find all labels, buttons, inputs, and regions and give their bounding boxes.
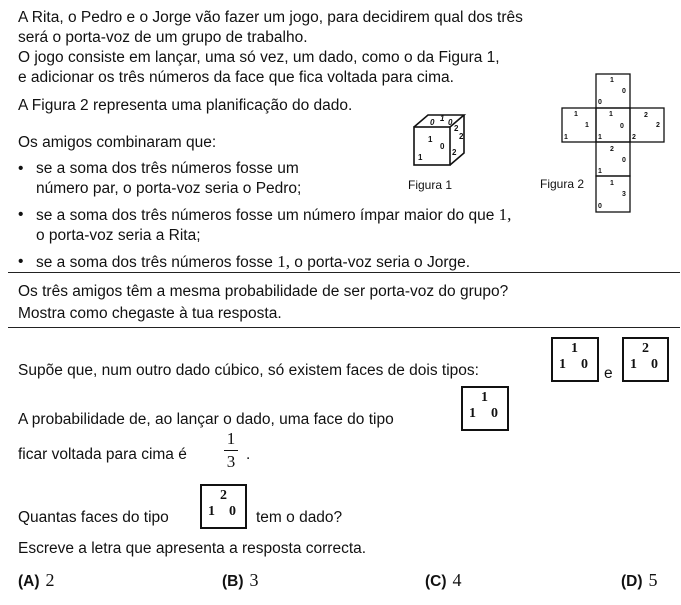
svg-text:1: 1 [598,168,602,175]
face-type-b-icon [200,484,247,529]
question-2-line-1: Supõe que, num outro dado cúbico, só existem faces de dois tipos: [18,362,479,379]
face-b-right: 0 [651,357,658,372]
fraction-one-third [224,429,238,472]
svg-text:0: 0 [448,118,453,127]
option-b-value: 3 [249,570,259,590]
bullet: • [18,253,24,270]
svg-text:2: 2 [454,124,459,133]
bullet: • [18,206,24,223]
svg-text:1: 1 [610,77,614,84]
face-type-a-icon [461,386,509,431]
rule-3-line [36,253,470,272]
question-2-line-4b: tem o dado? [256,509,343,526]
svg-text:0: 0 [598,99,602,106]
rule-1-line-2: número par, o porta-voz seria o Pedro; [36,180,302,197]
face-b-top: 2 [642,341,649,356]
svg-text:0: 0 [622,88,626,95]
face-a-left: 1 [469,406,476,421]
option-c[interactable] [425,570,462,591]
face-a-top: 1 [571,341,578,356]
svg-text:2: 2 [452,148,457,157]
svg-text:0: 0 [430,118,435,127]
figure-2-net [560,72,668,214]
option-d[interactable] [621,570,658,591]
svg-text:2: 2 [632,134,636,141]
face-b-left: 1 [630,357,637,372]
option-b[interactable] [222,570,259,591]
intro-line-6: Os amigos combinaram que: [18,134,217,151]
svg-text:1: 1 [585,122,589,129]
figure-2-caption: Figura 2 [540,177,585,191]
figure-1-cube [410,111,470,173]
fraction-numerator: 1 [226,429,236,448]
fraction-bar [224,450,238,451]
divider [8,272,680,273]
svg-text:1: 1 [610,180,614,187]
svg-text:2: 2 [459,132,464,141]
face-type-b-icon [622,337,669,382]
svg-text:2: 2 [610,146,614,153]
bullet: • [18,160,24,177]
option-a-value: 2 [45,570,55,590]
rule-3-number: 1, [277,252,290,271]
face-b-right: 0 [229,504,236,519]
option-b-letter: (B) [222,573,244,590]
face-a-top: 1 [481,390,488,405]
option-c-letter: (C) [425,573,447,590]
question-1-line-1: Os três amigos têm a mesma probabilidade de ser porta-voz do grupo? [18,283,509,300]
rule-3-text-a: se a soma dos três números fosse [36,254,273,271]
svg-text:3: 3 [622,191,626,198]
face-type-a-icon [551,337,599,382]
period: . [246,446,251,463]
svg-text:2: 2 [656,122,660,129]
question-2-line-3: ficar voltada para cima é [18,446,187,463]
option-d-letter: (D) [621,573,643,590]
face-a-right: 0 [581,357,588,372]
intro-line-5: A Figura 2 representa uma planificação do dado. [18,97,353,114]
and-word: e [604,365,613,382]
rule-2-line-1 [36,206,511,225]
fraction-denominator: 3 [226,452,236,471]
rule-2-text: se a soma dos três números fosse um número ímpar maior do que [36,207,495,224]
intro-line-4: e adicionar os três números da face que fica voltada para cima. [18,69,454,86]
question-2-line-4a: Quantas faces do tipo [18,509,169,526]
svg-text:0: 0 [440,142,445,151]
rule-1-line-1: se a soma dos três números fosse um [36,160,299,177]
svg-text:1: 1 [574,111,578,118]
option-a[interactable] [18,570,55,591]
rule-3-text-b: o porta-voz seria o Jorge. [294,254,471,271]
svg-text:1: 1 [564,134,568,141]
face-b-left: 1 [208,504,215,519]
face-b-top: 2 [220,488,227,503]
rule-2-line-2: o porta-voz seria a Rita; [36,227,201,244]
face-a-right: 0 [491,406,498,421]
option-c-value: 4 [452,570,462,590]
svg-text:1: 1 [598,134,602,141]
rule-2-number: 1, [498,205,512,224]
svg-text:1: 1 [609,111,613,118]
option-d-value: 5 [648,570,658,590]
question-2-line-2: A probabilidade de, ao lançar o dado, uma face do tipo [18,411,394,428]
svg-text:1: 1 [440,114,445,123]
divider [8,327,680,328]
svg-text:1: 1 [428,135,433,144]
figure-1-caption: Figura 1 [408,178,453,192]
intro-line-3: O jogo consiste em lançar, uma só vez, um dado, como o da Figura 1, [18,49,500,66]
svg-text:1: 1 [418,153,423,162]
question-2-line-5: Escreve a letra que apresenta a resposta correcta. [18,540,367,557]
svg-text:0: 0 [598,203,602,210]
intro-line-2: será o porta-voz de um grupo de trabalho. [18,29,308,46]
svg-text:2: 2 [644,112,648,119]
intro-line-1: A Rita, o Pedro e o Jorge vão fazer um jogo, para decidirem qual dos três [18,9,523,26]
svg-text:0: 0 [620,123,624,130]
option-a-letter: (A) [18,573,40,590]
face-a-left: 1 [559,357,566,372]
svg-text:0: 0 [622,157,626,164]
question-1-line-2: Mostra como chegaste à tua resposta. [18,305,282,322]
